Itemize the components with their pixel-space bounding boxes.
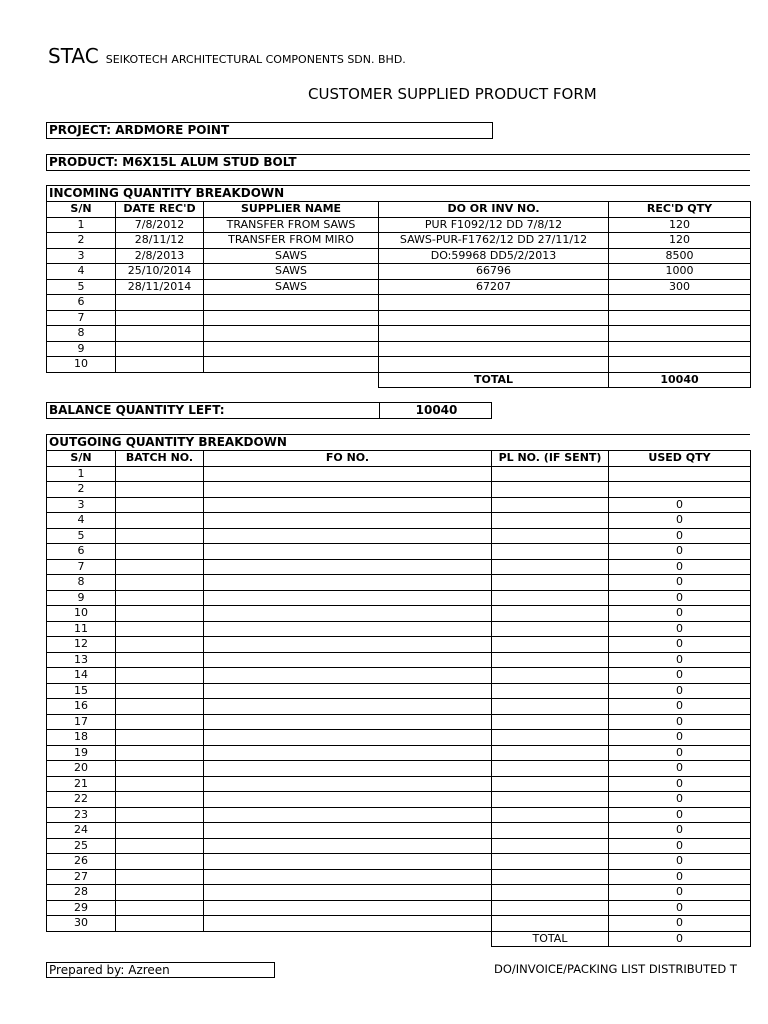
cell-fo	[204, 869, 492, 885]
cell-fo	[204, 885, 492, 901]
cell-do-inv	[379, 310, 609, 326]
cell-pl	[492, 730, 609, 746]
cell-do-inv: PUR F1092/12 DD 7/8/12	[379, 217, 609, 233]
cell-date: 28/11/2014	[116, 279, 204, 295]
cell-supplier	[204, 341, 379, 357]
cell-pl	[492, 606, 609, 622]
cell-fo	[204, 575, 492, 591]
outgoing-col-pl: PL NO. (IF SENT)	[492, 451, 609, 467]
cell-used-qty: 0	[609, 683, 751, 699]
cell-sn: 5	[47, 528, 116, 544]
cell-batch	[116, 513, 204, 529]
cell-sn: 22	[47, 792, 116, 808]
cell-batch	[116, 838, 204, 854]
cell-sn: 6	[47, 544, 116, 560]
incoming-table	[46, 201, 751, 388]
cell-fo	[204, 590, 492, 606]
cell-sn: 19	[47, 745, 116, 761]
cell-batch	[116, 683, 204, 699]
cell-sn: 30	[47, 916, 116, 932]
cell-supplier: TRANSFER FROM MIRO	[204, 233, 379, 249]
cell-qty: 120	[609, 217, 751, 233]
table-row	[47, 482, 751, 498]
cell-pl	[492, 559, 609, 575]
cell-batch	[116, 575, 204, 591]
incoming-total-row	[47, 372, 751, 388]
cell-batch	[116, 823, 204, 839]
table-row	[47, 466, 751, 482]
table-row	[47, 544, 751, 560]
cell-pl	[492, 885, 609, 901]
cell-batch	[116, 590, 204, 606]
cell-fo	[204, 900, 492, 916]
cell-used-qty: 0	[609, 885, 751, 901]
table-row	[47, 528, 751, 544]
company-header	[48, 44, 406, 68]
cell-pl	[492, 544, 609, 560]
cell-used-qty: 0	[609, 807, 751, 823]
incoming-section-title: INCOMING QUANTITY BREAKDOWN	[46, 185, 750, 202]
cell-pl	[492, 668, 609, 684]
table-row	[47, 326, 751, 342]
cell-pl	[492, 652, 609, 668]
cell-used-qty	[609, 482, 751, 498]
table-row	[47, 668, 751, 684]
incoming-col-supplier: SUPPLIER NAME	[204, 202, 379, 218]
cell-sn: 28	[47, 885, 116, 901]
cell-used-qty: 0	[609, 714, 751, 730]
table-row	[47, 357, 751, 373]
cell-pl	[492, 823, 609, 839]
outgoing-total-label: TOTAL	[492, 931, 609, 947]
cell-sn: 20	[47, 761, 116, 777]
cell-do-inv: 67207	[379, 279, 609, 295]
table-row	[47, 838, 751, 854]
cell-fo	[204, 683, 492, 699]
cell-sn: 1	[47, 466, 116, 482]
table-row	[47, 497, 751, 513]
outgoing-col-batch: BATCH NO.	[116, 451, 204, 467]
cell-pl	[492, 916, 609, 932]
cell-fo	[204, 854, 492, 870]
cell-used-qty: 0	[609, 699, 751, 715]
balance-value: 10040	[379, 402, 492, 419]
cell-supplier: SAWS	[204, 248, 379, 264]
incoming-total-label: TOTAL	[379, 372, 609, 388]
cell-used-qty: 0	[609, 544, 751, 560]
cell-pl	[492, 637, 609, 653]
cell-batch	[116, 730, 204, 746]
cell-qty: 8500	[609, 248, 751, 264]
cell-qty	[609, 295, 751, 311]
cell-sn: 15	[47, 683, 116, 699]
table-row	[47, 341, 751, 357]
cell-do-inv	[379, 295, 609, 311]
cell-sn: 6	[47, 295, 116, 311]
cell-batch	[116, 544, 204, 560]
cell-used-qty: 0	[609, 497, 751, 513]
cell-sn: 26	[47, 854, 116, 870]
table-row	[47, 730, 751, 746]
cell-fo	[204, 838, 492, 854]
cell-sn: 18	[47, 730, 116, 746]
cell-batch	[116, 699, 204, 715]
brand-logo-text: STAC	[48, 44, 99, 68]
cell-batch	[116, 792, 204, 808]
cell-batch	[116, 854, 204, 870]
cell-used-qty: 0	[609, 776, 751, 792]
cell-sn: 1	[47, 217, 116, 233]
cell-pl	[492, 714, 609, 730]
cell-sn: 4	[47, 513, 116, 529]
cell-used-qty: 0	[609, 559, 751, 575]
cell-fo	[204, 699, 492, 715]
cell-fo	[204, 482, 492, 498]
cell-sn: 7	[47, 310, 116, 326]
cell-fo	[204, 916, 492, 932]
cell-batch	[116, 714, 204, 730]
cell-batch	[116, 652, 204, 668]
cell-do-inv	[379, 341, 609, 357]
cell-sn: 3	[47, 497, 116, 513]
table-row	[47, 279, 751, 295]
cell-batch	[116, 885, 204, 901]
prepared-by: Prepared by: Azreen	[46, 962, 275, 978]
table-row	[47, 823, 751, 839]
cell-batch	[116, 606, 204, 622]
cell-qty: 1000	[609, 264, 751, 280]
table-row	[47, 807, 751, 823]
cell-batch	[116, 807, 204, 823]
cell-qty	[609, 357, 751, 373]
cell-pl	[492, 528, 609, 544]
cell-batch	[116, 637, 204, 653]
table-row	[47, 652, 751, 668]
cell-used-qty: 0	[609, 606, 751, 622]
outgoing-section-title: OUTGOING QUANTITY BREAKDOWN	[46, 434, 750, 451]
cell-fo	[204, 637, 492, 653]
cell-sn: 7	[47, 559, 116, 575]
table-row	[47, 217, 751, 233]
table-row	[47, 916, 751, 932]
cell-used-qty: 0	[609, 668, 751, 684]
cell-pl	[492, 900, 609, 916]
cell-supplier	[204, 310, 379, 326]
cell-batch	[116, 761, 204, 777]
table-row	[47, 559, 751, 575]
cell-supplier: SAWS	[204, 264, 379, 280]
table-row	[47, 745, 751, 761]
incoming-col-do-inv: DO OR INV NO.	[379, 202, 609, 218]
cell-fo	[204, 466, 492, 482]
cell-batch	[116, 528, 204, 544]
cell-batch	[116, 497, 204, 513]
cell-date: 25/10/2014	[116, 264, 204, 280]
cell-batch	[116, 559, 204, 575]
cell-sn: 8	[47, 575, 116, 591]
cell-sn: 10	[47, 606, 116, 622]
cell-pl	[492, 745, 609, 761]
cell-qty	[609, 326, 751, 342]
cell-supplier: SAWS	[204, 279, 379, 295]
table-row	[47, 637, 751, 653]
cell-batch	[116, 621, 204, 637]
cell-pl	[492, 683, 609, 699]
table-row	[47, 714, 751, 730]
cell-used-qty: 0	[609, 528, 751, 544]
cell-sn: 25	[47, 838, 116, 854]
table-row	[47, 761, 751, 777]
cell-used-qty: 0	[609, 621, 751, 637]
cell-fo	[204, 668, 492, 684]
cell-pl	[492, 792, 609, 808]
cell-fo	[204, 730, 492, 746]
cell-pl	[492, 497, 609, 513]
cell-sn: 4	[47, 264, 116, 280]
company-name: SEIKOTECH ARCHITECTURAL COMPONENTS SDN. BHD.	[105, 53, 406, 66]
cell-date	[116, 341, 204, 357]
cell-sn: 11	[47, 621, 116, 637]
cell-qty	[609, 341, 751, 357]
cell-used-qty	[609, 466, 751, 482]
cell-sn: 8	[47, 326, 116, 342]
cell-sn: 9	[47, 590, 116, 606]
cell-sn: 2	[47, 233, 116, 249]
incoming-col-date: DATE REC'D	[116, 202, 204, 218]
cell-qty: 300	[609, 279, 751, 295]
cell-fo	[204, 621, 492, 637]
table-row	[47, 233, 751, 249]
outgoing-table	[46, 450, 751, 947]
cell-sn: 9	[47, 341, 116, 357]
cell-fo	[204, 559, 492, 575]
cell-used-qty: 0	[609, 575, 751, 591]
cell-used-qty: 0	[609, 916, 751, 932]
cell-batch	[116, 869, 204, 885]
cell-do-inv	[379, 357, 609, 373]
cell-date	[116, 310, 204, 326]
cell-fo	[204, 823, 492, 839]
table-row	[47, 854, 751, 870]
cell-date: 2/8/2013	[116, 248, 204, 264]
cell-used-qty: 0	[609, 854, 751, 870]
cell-sn: 17	[47, 714, 116, 730]
cell-used-qty: 0	[609, 900, 751, 916]
cell-fo	[204, 761, 492, 777]
table-row	[47, 575, 751, 591]
table-row	[47, 606, 751, 622]
cell-date	[116, 357, 204, 373]
cell-batch	[116, 916, 204, 932]
cell-batch	[116, 482, 204, 498]
cell-fo	[204, 807, 492, 823]
cell-pl	[492, 807, 609, 823]
table-row	[47, 792, 751, 808]
distribution-note: DO/INVOICE/PACKING LIST DISTRIBUTED T	[494, 962, 737, 976]
table-row	[47, 621, 751, 637]
incoming-col-sn: S/N	[47, 202, 116, 218]
cell-sn: 10	[47, 357, 116, 373]
incoming-col-qty: REC'D QTY	[609, 202, 751, 218]
cell-sn: 27	[47, 869, 116, 885]
cell-batch	[116, 668, 204, 684]
cell-date	[116, 295, 204, 311]
cell-fo	[204, 528, 492, 544]
cell-sn: 5	[47, 279, 116, 295]
cell-qty	[609, 310, 751, 326]
table-row	[47, 683, 751, 699]
table-row	[47, 295, 751, 311]
outgoing-header-row	[47, 451, 751, 467]
cell-pl	[492, 776, 609, 792]
cell-batch	[116, 900, 204, 916]
outgoing-total-value: 0	[609, 931, 751, 947]
cell-pl	[492, 466, 609, 482]
balance-label: BALANCE QUANTITY LEFT:	[46, 402, 380, 419]
cell-batch	[116, 745, 204, 761]
cell-pl	[492, 482, 609, 498]
cell-used-qty: 0	[609, 590, 751, 606]
cell-used-qty: 0	[609, 745, 751, 761]
table-row	[47, 310, 751, 326]
cell-used-qty: 0	[609, 823, 751, 839]
outgoing-total-row	[47, 931, 751, 947]
cell-qty: 120	[609, 233, 751, 249]
table-row	[47, 699, 751, 715]
cell-used-qty: 0	[609, 513, 751, 529]
cell-supplier	[204, 357, 379, 373]
cell-fo	[204, 606, 492, 622]
project-field: PROJECT: ARDMORE POINT	[46, 122, 493, 139]
cell-pl	[492, 869, 609, 885]
table-row	[47, 869, 751, 885]
form-title: CUSTOMER SUPPLIED PRODUCT FORM	[308, 85, 597, 103]
cell-date: 28/11/12	[116, 233, 204, 249]
cell-date: 7/8/2012	[116, 217, 204, 233]
table-row	[47, 248, 751, 264]
cell-pl	[492, 513, 609, 529]
cell-sn: 24	[47, 823, 116, 839]
cell-supplier	[204, 326, 379, 342]
cell-used-qty: 0	[609, 637, 751, 653]
cell-fo	[204, 714, 492, 730]
cell-used-qty: 0	[609, 792, 751, 808]
table-row	[47, 513, 751, 529]
table-row	[47, 590, 751, 606]
cell-pl	[492, 590, 609, 606]
cell-do-inv: DO:59968 DD5/2/2013	[379, 248, 609, 264]
cell-pl	[492, 854, 609, 870]
cell-sn: 23	[47, 807, 116, 823]
cell-fo	[204, 652, 492, 668]
cell-sn: 2	[47, 482, 116, 498]
cell-fo	[204, 513, 492, 529]
cell-used-qty: 0	[609, 761, 751, 777]
cell-fo	[204, 544, 492, 560]
incoming-header-row	[47, 202, 751, 218]
cell-sn: 29	[47, 900, 116, 916]
table-row	[47, 776, 751, 792]
outgoing-col-used-qty: USED QTY	[609, 451, 751, 467]
outgoing-col-fo: FO NO.	[204, 451, 492, 467]
cell-pl	[492, 621, 609, 637]
cell-date	[116, 326, 204, 342]
cell-batch	[116, 776, 204, 792]
cell-sn: 13	[47, 652, 116, 668]
cell-pl	[492, 838, 609, 854]
cell-pl	[492, 761, 609, 777]
cell-sn: 14	[47, 668, 116, 684]
cell-supplier: TRANSFER FROM SAWS	[204, 217, 379, 233]
cell-used-qty: 0	[609, 730, 751, 746]
incoming-total-value: 10040	[609, 372, 751, 388]
cell-supplier	[204, 295, 379, 311]
cell-used-qty: 0	[609, 838, 751, 854]
cell-sn: 16	[47, 699, 116, 715]
cell-batch	[116, 466, 204, 482]
table-row	[47, 264, 751, 280]
cell-fo	[204, 776, 492, 792]
cell-pl	[492, 575, 609, 591]
cell-sn: 3	[47, 248, 116, 264]
cell-do-inv: SAWS-PUR-F1762/12 DD 27/11/12	[379, 233, 609, 249]
cell-pl	[492, 699, 609, 715]
cell-sn: 21	[47, 776, 116, 792]
product-field: PRODUCT: M6X15L ALUM STUD BOLT	[46, 154, 750, 171]
cell-sn: 12	[47, 637, 116, 653]
cell-do-inv: 66796	[379, 264, 609, 280]
table-row	[47, 900, 751, 916]
cell-used-qty: 0	[609, 652, 751, 668]
cell-fo	[204, 792, 492, 808]
cell-fo	[204, 497, 492, 513]
table-row	[47, 885, 751, 901]
cell-do-inv	[379, 326, 609, 342]
cell-fo	[204, 745, 492, 761]
outgoing-col-sn: S/N	[47, 451, 116, 467]
cell-used-qty: 0	[609, 869, 751, 885]
